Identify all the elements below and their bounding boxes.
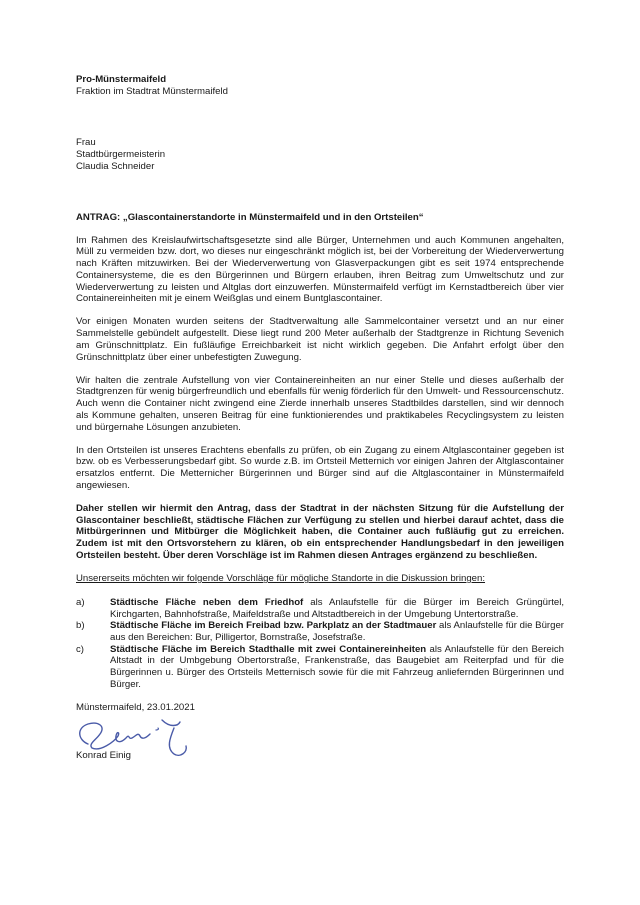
sender-subtitle: Fraktion im Stadtrat Münstermaifeld bbox=[76, 85, 228, 97]
paragraph-1: Im Rahmen des Kreislaufwirtschaftsgesetzte sind alle Bürger, Unternehmen und auch Kommunen angehalten, Müll zu vermeiden bzw. dort, wo dieses nur eingeschränkt möglich ist, bei der Vorbereitung der Wiederverwertung nach Kräften mitzuwirken. Bei der Wiederverwertung von Glasverpackungen gibt es seit 1974 entsprechende Containersysteme, die es den Bürgerinnen und Bürgern erlauben, ihren Beitrag zum Umweltschutz und zur Wiederverwertung zu leisten und Altglas dort einzuwerfen. Münstermaifeld verfügt im Kernstadtbereich über vier Containereinheiten mit je einem Weißglas und einem Buntglascontainer. bbox=[76, 234, 564, 305]
proposal-body bbox=[110, 597, 564, 620]
proposal-item-a bbox=[76, 597, 564, 620]
proposal-marker: b) bbox=[76, 620, 85, 632]
proposal-marker: c) bbox=[76, 643, 84, 655]
proposal-marker: a) bbox=[76, 596, 85, 608]
proposal-item-b bbox=[76, 620, 564, 643]
proposals-list bbox=[76, 597, 564, 691]
proposal-heading: Städtische Fläche im Bereich Stadthalle mit zwei Containereinheiten bbox=[110, 643, 427, 655]
proposal-text: als Anlaufstelle für die Bürger im Bereich Grüngürtel, Kirchgarten, Bahnhofstraße, Maifeldstraße und Altstadtbereich in der Umgebung Untertorstraße. bbox=[110, 596, 564, 620]
motion-paragraph: Daher stellen wir hiermit den Antrag, dass der Stadtrat in der nächsten Sitzung für die Aufstellung der Glascontainer beschließt, städtische Flächen zur Verfügung zu stellen und hierbei darauf achtet, dass die Mitbürgerinnen und Mitbürger die Möglichkeit haben, die Container auch fußläufig gut zu erreichen. Zudem ist mit den Ortsvorstehern zu klären, ob ein entsprechender Handlungsbedarf in den jeweiligen Ortsteilen besteht. Über deren Vorschläge ist im Rahmen diesen Antrages ergänzend zu beschließen. bbox=[76, 503, 564, 561]
date-line: Münstermaifeld, 23.01.2021 bbox=[76, 701, 195, 713]
recipient-salutation: Frau bbox=[76, 137, 96, 149]
sender-name: Pro-Münstermaifeld bbox=[76, 74, 167, 85]
subject-line: ANTRAG: „Glascontainerstandorte in Münstermaifeld und in den Ortsteilen“ bbox=[76, 211, 424, 223]
proposal-body bbox=[110, 644, 564, 691]
sender-block bbox=[76, 74, 564, 97]
signature-block bbox=[76, 720, 564, 766]
signer-name: Konrad Einig bbox=[76, 749, 131, 761]
proposals-intro: Unsererseits möchten wir folgende Vorschläge für mögliche Standorte in die Diskussion bringen: bbox=[76, 573, 486, 585]
letter-page bbox=[76, 74, 564, 766]
proposal-body bbox=[110, 620, 564, 643]
paragraph-2: Vor einigen Monaten wurden seitens der Stadtverwaltung alle Sammelcontainer versetzt und an nur einer Sammelstelle gebündelt aufgestellt. Diese liegt rund 200 Meter außerhalb der Stadtgrenze in Richtung Sevenich am Grünschnittplatz. Ein fußläufige Erreichbarkeit ist nicht wirklich gegeben. Die Anfahrt erfolgt über den Grünschnittplatz über einer unbefestigten Zuwegung. bbox=[76, 316, 564, 363]
proposal-heading: Städtische Fläche neben dem Friedhof bbox=[110, 596, 304, 608]
proposal-item-c bbox=[76, 644, 564, 691]
proposal-text: als Anlaufstelle für den Bereich Altstadt in der Umbgebung Obertorstraße, Frankenstraße, das Baugebiet am Reiterpfad und für die Bürgerinnen u. Bürger des Ortsteils Metternisch sowie für die mit Fahrzeug anliefernden Bürgerinnen und Bürger. bbox=[110, 643, 564, 690]
recipient-block bbox=[76, 137, 564, 172]
recipient-title: Stadtbürgermeisterin bbox=[76, 149, 166, 161]
paragraph-3: Wir halten die zentrale Aufstellung von vier Containereinheiten an nur einer Stelle und dieses außerhalb der Stadtgrenzen für wenig bürgerfreundlich und ebenfalls für wenig förderlich für den Umwelt- und Ressourcenschutz. Auch wenn die Container nicht zwingend eine Zierde innerhalb unseres Stadtbildes darstellen, sind wir dennoch als Kommune gehalten, unseren Beitrag für eine funktionierendes und praktikabeles Recyclingsystem zu leisten und bürgernahe Lösungen anzubieten. bbox=[76, 374, 564, 433]
proposal-heading: Städtische Fläche im Bereich Freibad bzw. Parkplatz an der Stadtmauer bbox=[110, 620, 437, 632]
paragraph-4: In den Ortsteilen ist unseres Erachtens ebenfalls zu prüfen, ob ein Zugang zu einem Altglascontainer gegeben ist bzw. ob es Verbesserungsbedarf gibt. So wurde z.B. im Ortsteil Metternich vor einigen Jahren der Altglascontainer ersatzlos entfernt. Die Metternicher Bürgerinnen und Bürger sind auf die Altglascontainer in Münstermaifeld angewiesen. bbox=[76, 444, 564, 491]
recipient-name: Claudia Schneider bbox=[76, 160, 155, 172]
proposal-text: als Anlaufstelle für die Bürger aus den Bereichen: Bur, Pilligertor, Bornstraße, Josefstraße. bbox=[110, 620, 564, 643]
